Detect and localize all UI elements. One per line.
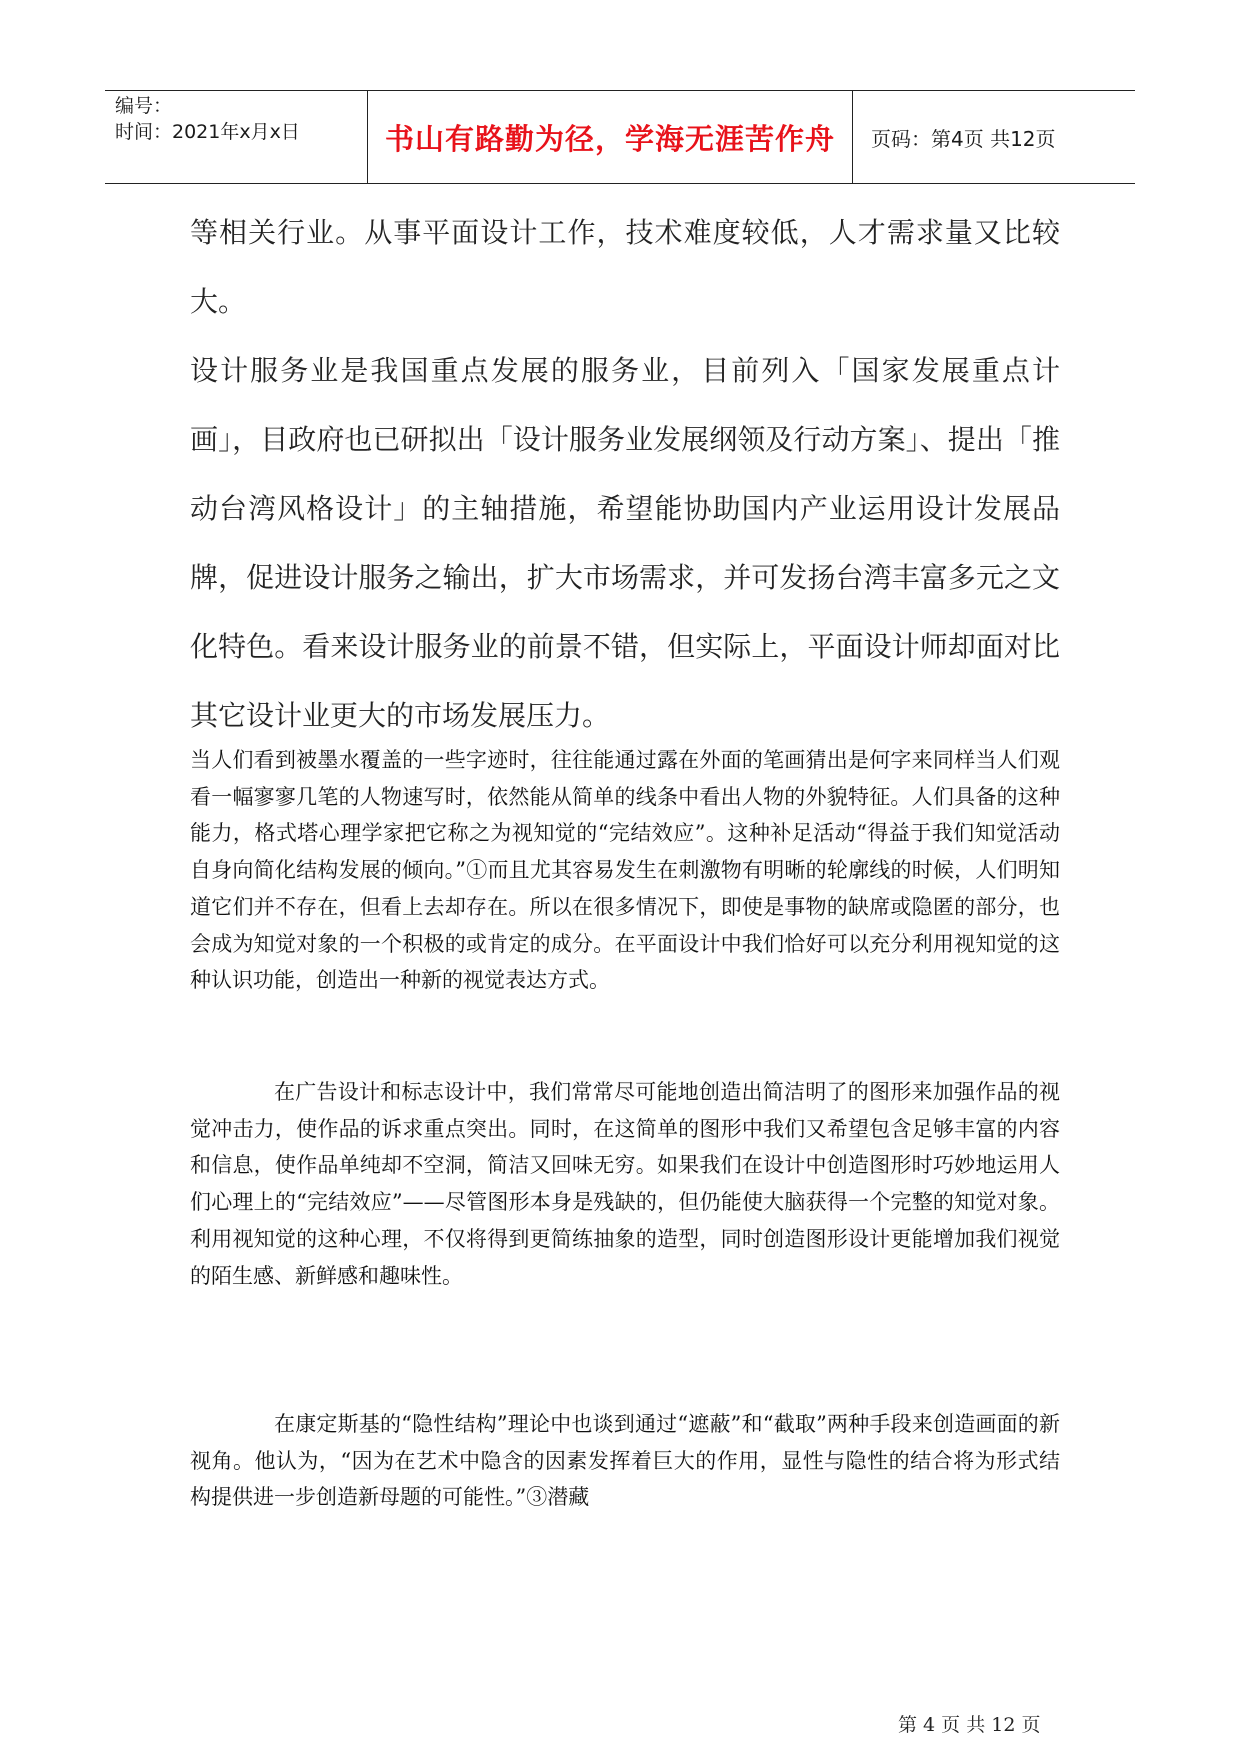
body-paragraph-1: 等相关行业。从事平面设计工作，技术难度较低，人才需求量又比较大。 xyxy=(190,216,1060,318)
body-paragraph-2: 设计服务业是我国重点发展的服务业，目前列入「国家发展重点计画」，目政府也已研拟出「设计服务业发展纲领及行动方案」、提出「推动台湾风格设计」的主轴措施，希望能协助国内产业运用设计发展品牌，促进设计服务之输出，扩大市场需求，并可发扬台湾丰富多元之文化特色。看来设计服务业的前景不错，但实际上，平面设计师却面对比其它设计业更大的市场发展压力。 xyxy=(190,354,1060,732)
header-meta xyxy=(105,91,367,183)
document-time-label: 时间：2021年x月x日 xyxy=(115,121,300,143)
body-paragraph-4: 在广告设计和标志设计中，我们常常尽可能地创造出简洁明了的图形来加强作品的视觉冲击力，使作品的诉求重点突出。同时，在这简单的图形中我们又希望包含足够丰富的内容和信息，使作品单纯却不空洞，简洁又回味无穷。如果我们在设计中创造图形时巧妙地运用人们心理上的“完结效应”——尽管图形本身是残缺的，但仍能使大脑获得一个完整的知觉对象。利用视知觉的这种心理，不仅将得到更简练抽象的造型，同时创造图形设计更能增加我们视觉的陌生感、新鲜感和趣味性。 xyxy=(190,1080,1060,1288)
header-page-info: 页码：第4页 共12页 xyxy=(871,126,1056,151)
header-page-info-cell xyxy=(853,91,1135,183)
document-number-label: 编号： xyxy=(115,95,173,117)
header-motto-cell xyxy=(367,91,853,183)
header-motto: 书山有路勤为径，学海无涯苦作舟 xyxy=(384,121,835,156)
body-paragraph-5: 在康定斯基的“隐性结构”理论中也谈到通过“遮蔽”和“截取”两种手段来创造画面的新视角。他认为，“因为在艺术中隐含的因素发挥着巨大的作用，显性与隐性的结合将为形式结构提供进一步创造新母题的可能性。”③潜藏 xyxy=(190,1412,1060,1510)
page-header xyxy=(105,90,1135,184)
page-footer: 第 4 页 共 12 页 xyxy=(898,1714,1041,1736)
body-paragraph-3: 当人们看到被墨水覆盖的一些字迹时，往往能通过露在外面的笔画猜出是何字来同样当人们观看一幅寥寥几笔的人物速写时，依然能从简单的线条中看出人物的外貌特征。人们具备的这种能力，格式塔心理学家把它称之为视知觉的“完结效应”。这种补足活动“得益于我们知觉活动自身向简化结构发展的倾向。”①而且尤其容易发生在刺激物有明晰的轮廓线的时候，人们明知道它们并不存在，但看上去却存在。所以在很多情况下，即使是事物的缺席或隐匿的部分，也会成为知觉对象的一个积极的或肯定的成分。在平面设计中我们恰好可以充分利用视知觉的这种认识功能，创造出一种新的视觉表达方式。 xyxy=(190,748,1060,993)
